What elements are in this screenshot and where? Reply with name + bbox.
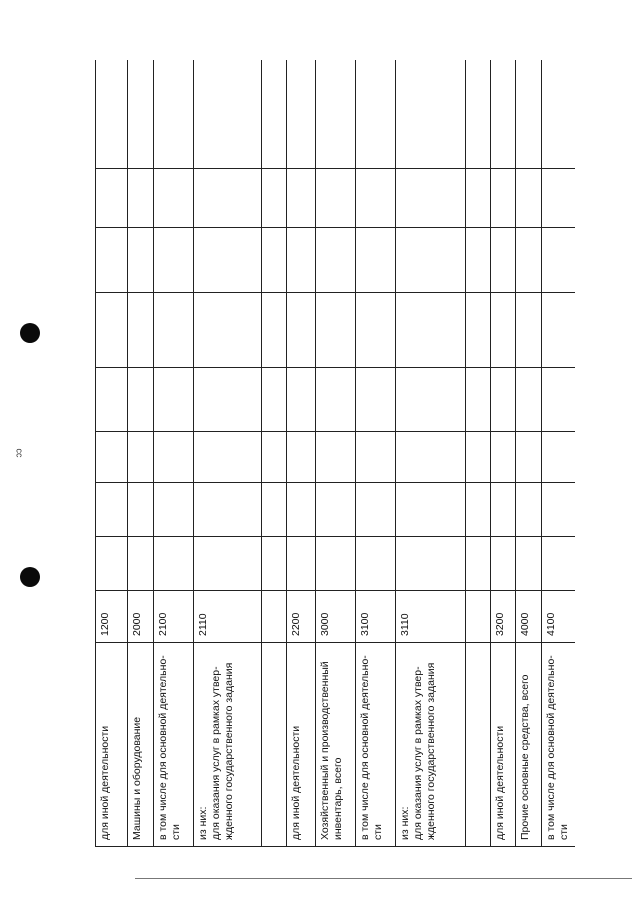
table-cell [287,60,316,169]
table-cell [516,368,542,432]
table-cell [516,537,542,591]
table-row [516,60,542,847]
row-code [262,591,287,643]
table-cell [287,169,316,228]
row-label: Машины и оборудование [128,643,154,847]
row-label-cell [396,643,466,847]
table-cell [128,169,154,228]
table-cell [356,169,396,228]
table-cell [542,60,576,169]
table-row [396,60,466,847]
table-cell [262,537,287,591]
table-cell [287,368,316,432]
table-cell [466,228,491,293]
table-cell [542,432,576,483]
table-cell [154,368,194,432]
table-row [287,60,316,847]
binder-hole-bottom [20,567,40,587]
table-cell [491,432,516,483]
table-cell [316,293,356,368]
fixed-assets-table [95,60,575,847]
row-label: Прочие основные средства, всего [516,643,542,847]
table-cell [262,169,287,228]
table-cell [356,228,396,293]
row-label: в том числе для основной деятельно-сти [154,643,194,847]
table-cell [128,537,154,591]
table-cell [154,169,194,228]
row-code: 2110 [194,591,262,643]
row-code: 2100 [154,591,194,643]
table-cell [154,293,194,368]
table-cell [128,483,154,537]
table-row [356,60,396,847]
table-cell [491,537,516,591]
table-cell [262,293,287,368]
table-cell [396,368,466,432]
table-row [491,60,516,847]
table-cell [194,483,262,537]
table-cell [194,368,262,432]
table-cell [466,169,491,228]
table-cell [396,169,466,228]
rotated-table-container [95,60,575,847]
table-row [128,60,154,847]
row-label: из них: [197,806,209,840]
table-cell [396,483,466,537]
table-cell [287,483,316,537]
table-cell [491,293,516,368]
table-cell [316,368,356,432]
table-cell [316,432,356,483]
table-cell [542,169,576,228]
table-cell [542,368,576,432]
row-code: 1200 [96,591,128,643]
table-cell [356,483,396,537]
table-cell [194,537,262,591]
table-cell [287,228,316,293]
table-cell [128,432,154,483]
table-cell [96,368,128,432]
row-code: 2200 [287,591,316,643]
row-code: 3200 [491,591,516,643]
table-cell [491,483,516,537]
table-cell [96,169,128,228]
table-cell [154,483,194,537]
table-cell [194,293,262,368]
scan-edge-line [135,878,632,879]
table-cell [466,368,491,432]
table-cell [96,432,128,483]
table-cell [262,228,287,293]
table-cell [96,483,128,537]
table-cell [287,432,316,483]
table-cell [194,60,262,169]
row-label: в том числе для основной деятельно-сти [542,643,576,847]
table-cell [396,432,466,483]
table-cell [154,228,194,293]
table-cell [491,169,516,228]
table-cell [356,60,396,169]
table-cell [356,368,396,432]
row-code: 4100 [542,591,576,643]
table-cell [96,60,128,169]
table-cell [316,60,356,169]
table-cell [194,169,262,228]
row-label [262,643,287,847]
row-label: для иной деятельности [96,643,128,847]
row-code: 3000 [316,591,356,643]
table-cell [96,537,128,591]
table-cell [128,228,154,293]
row-label: для иной деятельности [287,643,316,847]
table-cell [287,293,316,368]
table-row [262,60,287,847]
row-label-detail: для оказания услуг в рамках утвер-жденного государственного задания [412,662,438,840]
row-code: 4000 [516,591,542,643]
table-row [154,60,194,847]
row-code: 2000 [128,591,154,643]
row-label: в том числе для основной деятельно-сти [356,643,396,847]
table-cell [542,483,576,537]
table-cell [516,60,542,169]
table-cell [516,228,542,293]
table-cell [262,60,287,169]
table-cell [262,483,287,537]
table-cell [516,169,542,228]
row-label-cell [194,643,262,847]
document-table-page [95,60,575,847]
table-row [466,60,491,847]
table-cell [316,169,356,228]
table-cell [262,368,287,432]
table-cell [194,228,262,293]
table-row [96,60,128,847]
table-row [542,60,576,847]
table-row [194,60,262,847]
table-cell [154,537,194,591]
table-cell [396,228,466,293]
table-cell [516,293,542,368]
table-cell [287,537,316,591]
table-cell [356,432,396,483]
scan-mark: ͻͻ [13,448,24,458]
table-cell [466,537,491,591]
table-cell [516,483,542,537]
table-cell [516,432,542,483]
table-cell [96,228,128,293]
table-cell [262,432,287,483]
table-cell [542,537,576,591]
row-code: 3110 [396,591,466,643]
table-cell [542,293,576,368]
table-cell [154,432,194,483]
table-cell [396,293,466,368]
row-label: для иной деятельности [491,643,516,847]
table-cell [316,537,356,591]
table-cell [466,293,491,368]
table-cell [466,432,491,483]
row-label: Хозяйственный и производственный инвентарь, всего [316,643,356,847]
table-cell [466,483,491,537]
row-label-detail: для оказания услуг в рамках утвер-жденного государственного задания [210,662,236,840]
table-cell [128,60,154,169]
table-cell [194,432,262,483]
table-cell [154,60,194,169]
binder-hole-top [20,323,40,343]
table-cell [491,368,516,432]
table-cell [542,228,576,293]
table-cell [466,60,491,169]
row-code: 3100 [356,591,396,643]
table-row [316,60,356,847]
table-cell [356,537,396,591]
table-cell [491,228,516,293]
table-cell [396,537,466,591]
table-cell [128,368,154,432]
table-cell [356,293,396,368]
table-cell [128,293,154,368]
row-label [466,643,491,847]
table-cell [316,228,356,293]
table-cell [316,483,356,537]
row-label: из них: [399,806,411,840]
table-cell [491,60,516,169]
row-code [466,591,491,643]
table-cell [396,60,466,169]
table-cell [96,293,128,368]
